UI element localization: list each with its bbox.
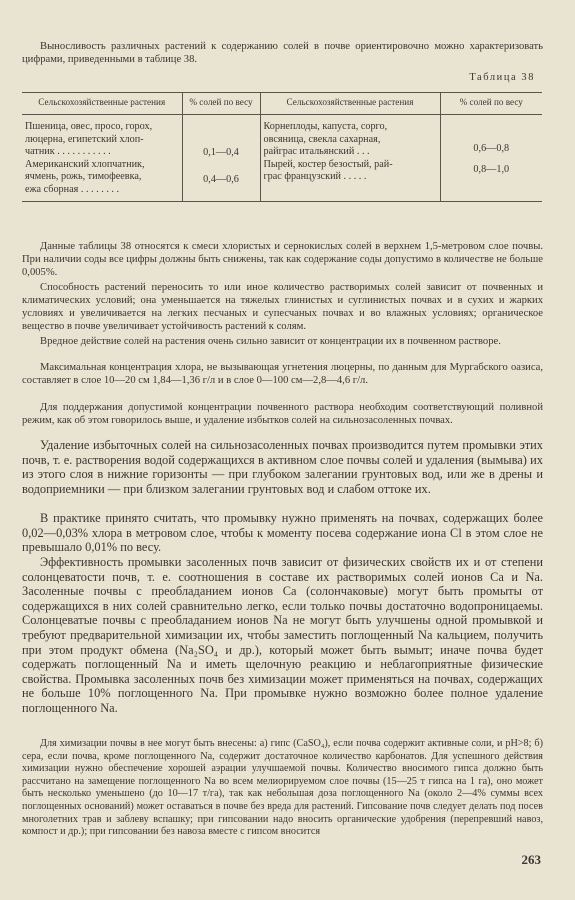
small-paragraph: Способность растений переносить то или иное количество растворимых солей зависит от почвенных и климатических условий; она уменьшается на тяжелых глинистых и суглинистых почвах и в сухих и жарких условиях и увеличивается на легких песчаных и супесчаных почвах и во влажных условиях; органическое вещество в почве увеличивает устойчивость растений к солям. — [22, 282, 543, 333]
right-crop-line: грас французский . . . . . — [263, 171, 367, 183]
table-row — [22, 115, 542, 202]
table-header-row — [22, 93, 542, 115]
header-crops-left: Сельскохозяйственные растения — [22, 93, 182, 115]
left-crop-line: Пшеница, овес, просо, горох, люцерна, египетский хлоп- — [25, 121, 153, 145]
footnote: Для химизации почвы в нее могут быть внесены: а) гипс (CaSO₄), если почва содержит активные соли, и pH>8; б) сера, если почва, кроме поглощенного Na, содержит достаточное количество карбонатов. Для успешного действия химизации нужно обеспечение хорошей аэрации улучшаемой почвы. Количество вносимого гипса должно быть рассчитано на замещение поглощенного Na во всем мелиорируемом слое почвы (15—25 т гипса на 1 га), оно может быть несколько уменьшено (до 10—17 т/га), так как небольшая доза поглощенного Na (около 2—4% суммы всех поглощенных оснований) может оставаться в почве без вреда для растений. Гипсование почв следует делать под посев многолетних трав и заблеву вспашку; при гипсовании надо вносить органические удобрения (перепревший навоз, компост и др.); при гипсовании без навоза вместе с гипсом вносится — [22, 738, 543, 838]
small-paragraph: Максимальная концентрация хлора, не вызывающая угнетения люцерны, по данным для Мургабского оазиса, составляет в слое 10—20 см 1,84—1,36 г/л и в слое 0—100 см—2,8—4,6 г/л. — [22, 362, 543, 387]
left-crop-line: ежа сборная . . . . . . . . — [25, 183, 120, 195]
main-paragraph: В практике принято считать, что промывку нужно применять на почвах, содержащих более 0,02—0,03% хлора в метровом слое, чтобы к моменту посева содержание иона Cl в этом слое не превышало 0,01% по весу. — [22, 511, 543, 555]
left-crop-line: ячмень, рожь, тимофеевка, — [25, 171, 142, 183]
left-percent-cell — [182, 115, 260, 202]
salt-tolerance-table — [22, 92, 542, 202]
left-crop-line: чатник . . . . . . . . . . . — [25, 146, 111, 158]
right-crop-line: Корнеплоды, капуста, сорго, — [263, 121, 388, 132]
page-number: 263 — [521, 852, 541, 867]
small-paragraph: Данные таблицы 38 относятся к смеси хлористых и сернокислых солей в верхнем 1,5-метровом слое почвы. При наличии соды все цифры должны быть снижены, так как содержание соды допустимо в количестве не больше 0,005%. — [22, 241, 543, 279]
right-crop-line: Пырей, костер безостый, рай- — [263, 158, 393, 170]
header-percent-left: % солей по весу — [182, 93, 260, 115]
main-paragraph: Эффективность промывки засоленных почв зависит от физических свойств их и от степени солонцеватости почв, т. е. соотношения в составе их растворимых солей ионов Ca и Na. Засоленные почвы с преобладанием ионов Ca (солончаковые) могут быть промыты от содержащихся в них солей сравнительно легко, если только почвы достаточно водопроницаемы. Солонцеватые почвы с преобладанием ионов Na не могут быть улучшены одной промывкой и требуют предварительной химизации их, чтобы заместить поглощенный Na кальцием, получить при этом продукт обмена (Na₂SO₄ и др.), который может быть вымыт; иначе почва будет содержать поглощенный Na и иметь щелочную реакцию и неблагоприятные физические свойства. Промывка засоленных почв без химизации может применяться на почвах, содержащих не больше 10% поглощенного Na. При промывке нужно возможно более полное удаление поглощенного Na. — [22, 555, 543, 715]
right-percent-cell — [440, 115, 542, 202]
small-paragraph: Для поддержания допустимой концентрации почвенного раствора необходим соответствующий поливной режим, как об этом говорилось выше, и удаление избытков солей на сильнозасоленных почвах. — [22, 402, 543, 427]
left-percent-value: 0,4—0,6 — [203, 173, 239, 185]
small-paragraph: Вредное действие солей на растения очень сильно зависит от концентрации их в почвенном растворе. — [40, 336, 501, 347]
right-percent-value: 0,6—0,8 — [473, 143, 510, 154]
intro-paragraph: Выносливость различных растений к содержанию солей в почве ориентировочно можно характеризовать цифрами, приведенными в таблице 38. — [22, 41, 543, 66]
left-percent-value: 0,1—0,4 — [203, 147, 239, 158]
main-paragraph: Удаление избыточных солей на сильнозасоленных почвах производится путем промывки этих почв, т. е. растворения водой содержащихся в активном слое почвы солей и удаления (вымыва) их из этого слоя в нижние горизонты — при глубоком залегании грунтовых вод, или же в дрены и водоприемники — при близком залегании грунтовых вод и слабом оттоке их. — [22, 438, 543, 496]
left-crop-line: Американский хлопчатник, — [25, 158, 145, 170]
right-crop-line: овсяница, свекла сахарная, — [263, 133, 381, 145]
header-percent-right: % солей по весу — [440, 93, 542, 115]
left-crops-cell — [22, 115, 182, 202]
header-crops-right: Сельскохозяйственные растения — [260, 93, 440, 115]
right-crops-cell — [260, 115, 440, 202]
right-percent-value: 0,8—1,0 — [473, 163, 510, 175]
right-crop-line: райграс итальянский . . . — [263, 146, 370, 158]
table-caption: Таблица 38 — [469, 72, 535, 83]
